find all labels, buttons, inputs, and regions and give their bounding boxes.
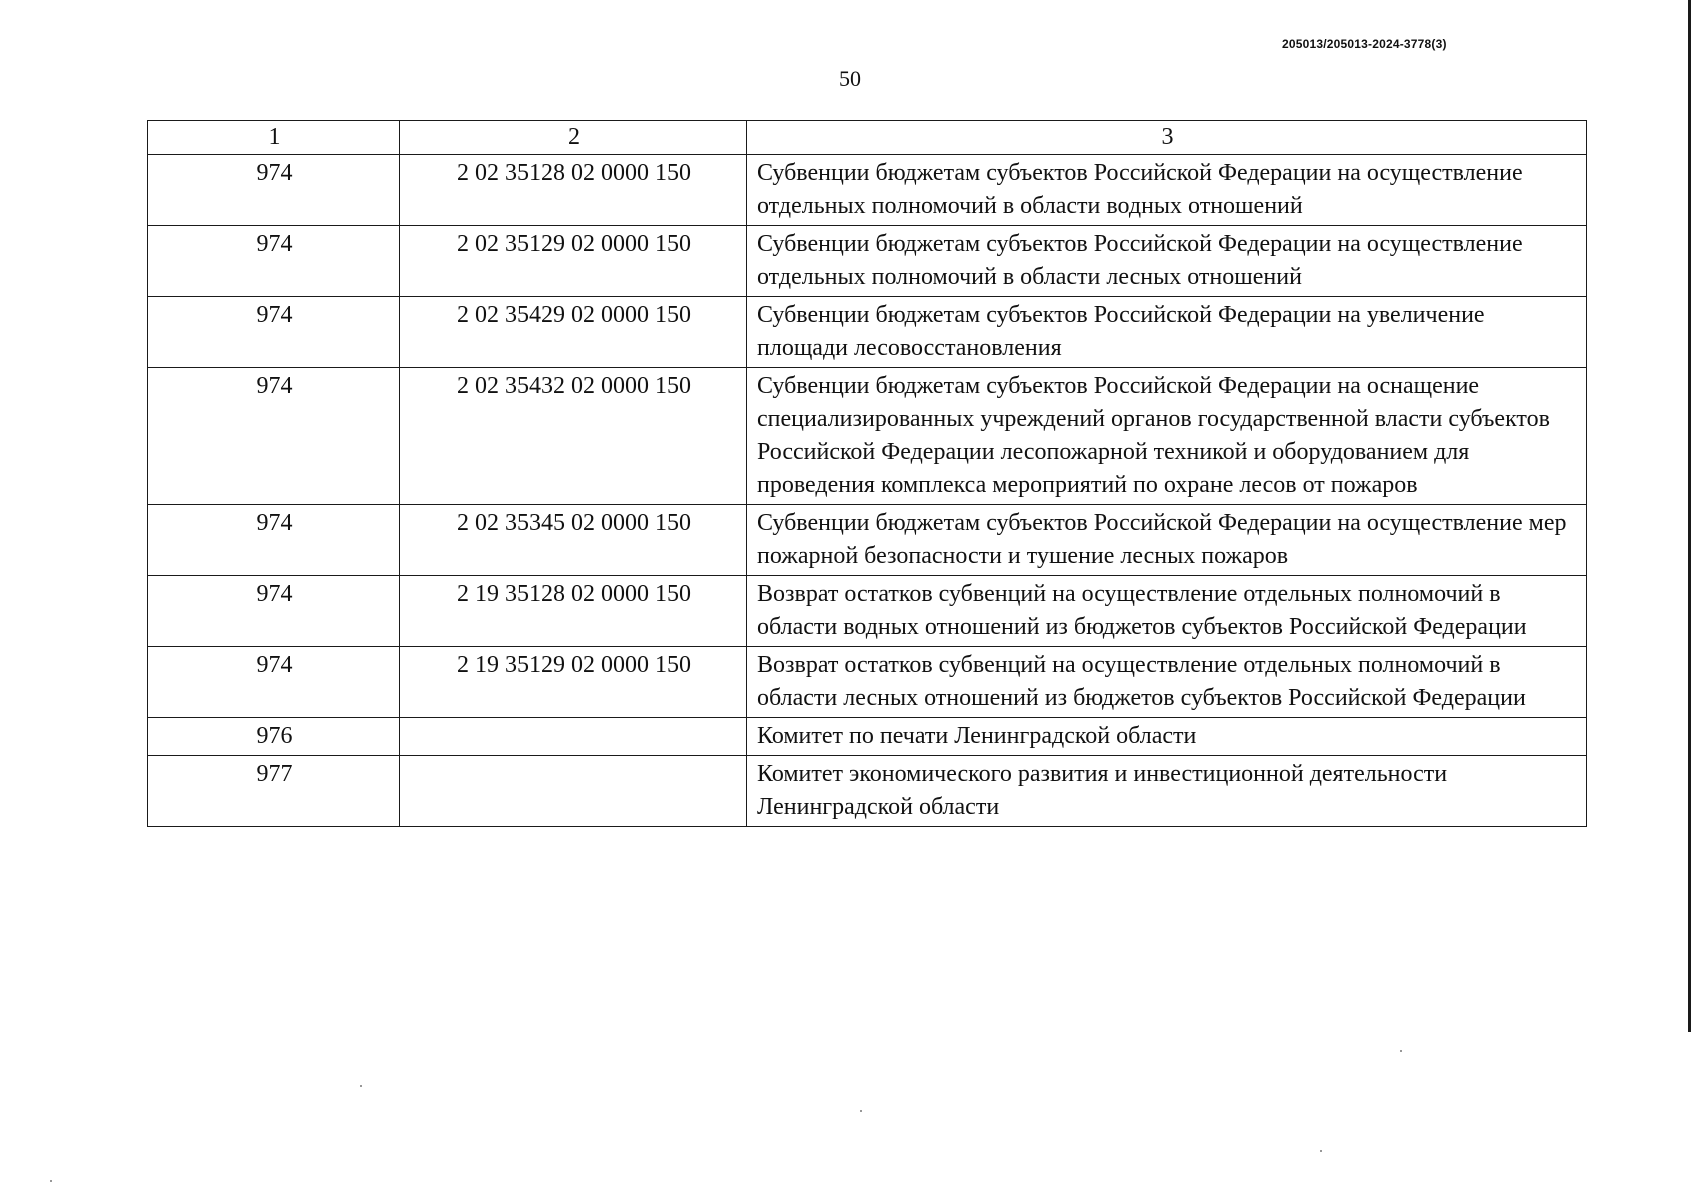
admin-code-cell: 974 [148,226,400,297]
page-number: 50 [839,66,861,91]
table-row [148,297,1587,368]
budget-code-cell [400,718,747,756]
table-row [148,226,1587,297]
income-name-cell: Комитет экономического развития и инвестиционной деятельности Ленинградской области [747,756,1587,827]
column-header-1: 1 [148,121,400,155]
column-header-2: 2 [400,121,747,155]
income-name-cell: Возврат остатков субвенций на осуществление отдельных полномочий в области лесных отношений из бюджетов субъектов Российской Федерации [747,647,1587,718]
budget-code-cell: 2 02 35345 02 0000 150 [400,505,747,576]
scan-speck [360,1085,362,1087]
budget-code-cell: 2 02 35432 02 0000 150 [400,368,747,505]
table-row [148,647,1587,718]
admin-code-cell: 977 [148,756,400,827]
admin-code-cell: 976 [148,718,400,756]
admin-code-cell: 974 [148,155,400,226]
budget-code-cell [400,756,747,827]
admin-code-cell: 974 [148,368,400,505]
income-name-cell: Субвенции бюджетам субъектов Российской Федерации на осуществление отдельных полномочий в области водных отношений [747,155,1587,226]
income-name-cell: Субвенции бюджетам субъектов Российской Федерации на увеличение площади лесовосстановления [747,297,1587,368]
budget-code-cell: 2 19 35129 02 0000 150 [400,647,747,718]
budget-code-cell: 2 02 35429 02 0000 150 [400,297,747,368]
scan-speck [1320,1150,1322,1152]
admin-code-cell: 974 [148,576,400,647]
scan-speck [50,1180,52,1182]
table-row [148,576,1587,647]
income-name-cell: Субвенции бюджетам субъектов Российской Федерации на осуществление мер пожарной безопасности и тушение лесных пожаров [747,505,1587,576]
budget-code-cell: 2 19 35128 02 0000 150 [400,576,747,647]
table-row [148,155,1587,226]
budget-code-cell: 2 02 35129 02 0000 150 [400,226,747,297]
column-header-3: 3 [747,121,1587,155]
scan-edge-line [1688,0,1691,1032]
budget-classification-table-container [147,120,1587,827]
admin-code-cell: 974 [148,505,400,576]
admin-code-cell: 974 [148,647,400,718]
income-name-cell: Возврат остатков субвенций на осуществление отдельных полномочий в области водных отношений из бюджетов субъектов Российской Федерации [747,576,1587,647]
admin-code-cell: 974 [148,297,400,368]
income-name-cell: Комитет по печати Ленинградской области [747,718,1587,756]
table-row [148,505,1587,576]
scan-speck [860,1110,862,1112]
document-id: 205013/205013-2024-3778(3) [1282,37,1447,51]
table-row [148,756,1587,827]
income-name-cell: Субвенции бюджетам субъектов Российской Федерации на оснащение специализированных учреждений органов государственной власти субъектов Российской Федерации лесопожарной техникой и оборудованием для проведения комплекса мероприятий по охране лесов от пожаров [747,368,1587,505]
table-header-row [148,121,1587,155]
table-body [148,155,1587,827]
table-row [148,718,1587,756]
budget-code-cell: 2 02 35128 02 0000 150 [400,155,747,226]
income-name-cell: Субвенции бюджетам субъектов Российской Федерации на осуществление отдельных полномочий в области лесных отношений [747,226,1587,297]
budget-classification-table [147,120,1587,827]
table-row [148,368,1587,505]
scan-speck [1400,1050,1402,1052]
